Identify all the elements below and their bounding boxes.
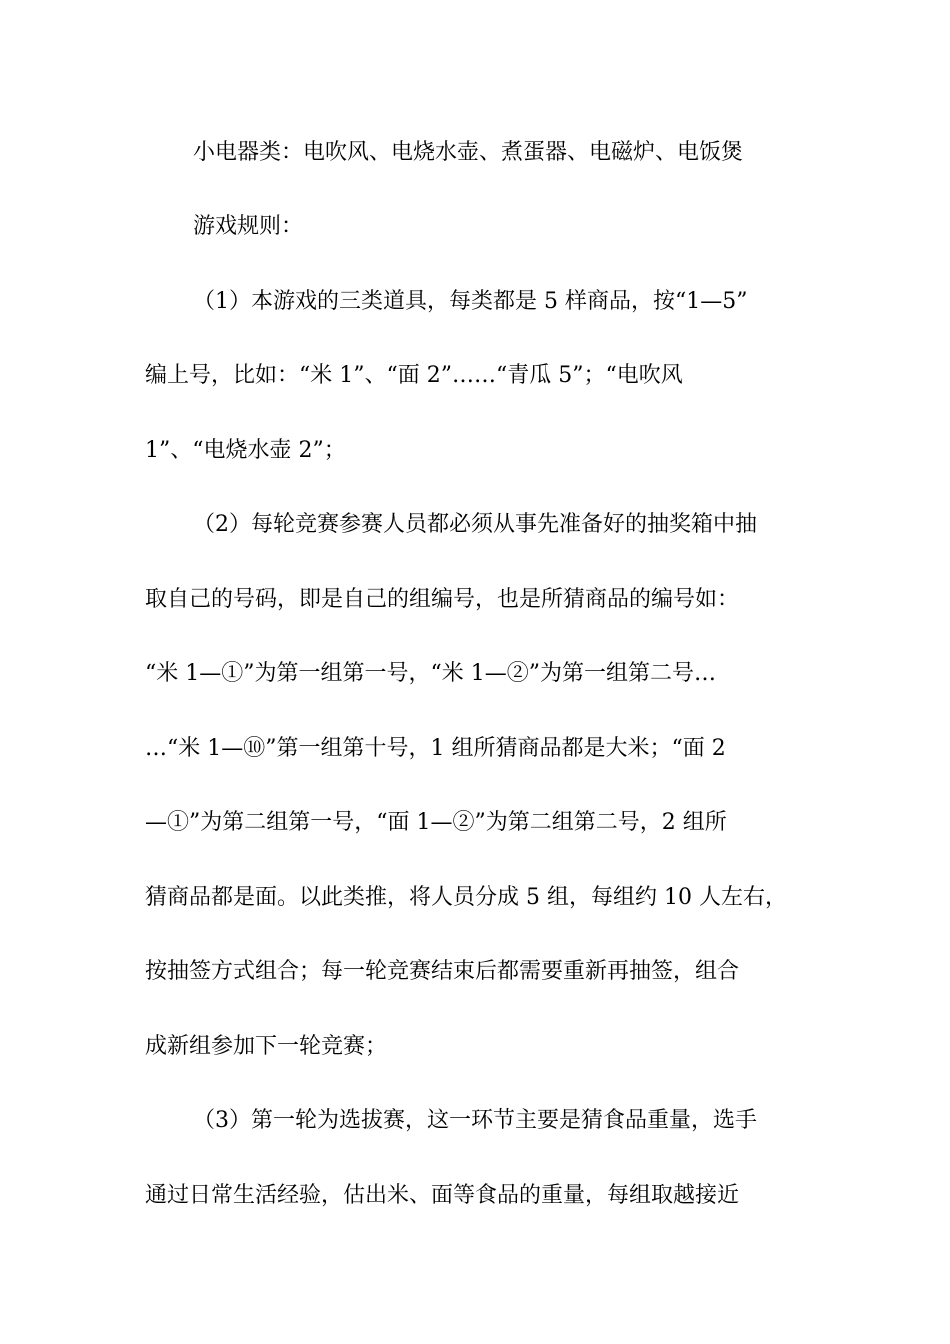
text-line-rule-2-cont-4: —①”为第二组第一号，“面 1—②”为第二组第二号，2 组所 bbox=[145, 810, 727, 835]
text-line-rule-1-start: （1）本游戏的三类道具，每类都是 5 样商品，按“1—5” bbox=[193, 289, 748, 314]
text-line-rule-2-cont-2: “米 1—①”为第一组第一号，“米 1—②”为第一组第二号… bbox=[145, 661, 716, 686]
text-line-rule-2-cont-5: 猜商品都是面。以此类推，将人员分成 5 组，每组约 10 人左右， bbox=[145, 885, 787, 910]
text-line-rule-2-cont-7: 成新组参加下一轮竞赛； bbox=[145, 1034, 388, 1059]
text-line-rule-3-start: （3）第一轮为选拔赛，这一环节主要是猜食品重量，选手 bbox=[193, 1108, 757, 1133]
text-line-appliances: 小电器类：电吹风、电烧水壶、煮蛋器、电磁炉、电饭煲 bbox=[193, 140, 744, 165]
text-line-rule-3-cont-1: 通过日常生活经验，估出米、面等食品的重量，每组取越接近 bbox=[145, 1183, 740, 1208]
text-line-rule-2-cont-1: 取自己的号码，即是自己的组编号，也是所猜商品的编号如： bbox=[145, 587, 740, 612]
text-line-rules-heading: 游戏规则： bbox=[193, 214, 304, 239]
text-line-rule-1-cont-2: 1”、“电烧水壶 2”； bbox=[145, 438, 346, 463]
text-line-rule-1-cont-1: 编上号，比如：“米 1”、“面 2”……“青瓜 5”；“电吹风 bbox=[145, 363, 683, 388]
text-line-rule-2-start: （2）每轮竞赛参赛人员都必须从事先准备好的抽奖箱中抽 bbox=[193, 512, 757, 537]
text-line-rule-2-cont-6: 按抽签方式组合；每一轮竞赛结束后都需要重新再抽签，组合 bbox=[145, 959, 740, 984]
text-line-rule-2-cont-3: …“米 1—⑩”第一组第十号，1 组所猜商品都是大米；“面 2 bbox=[145, 736, 726, 761]
